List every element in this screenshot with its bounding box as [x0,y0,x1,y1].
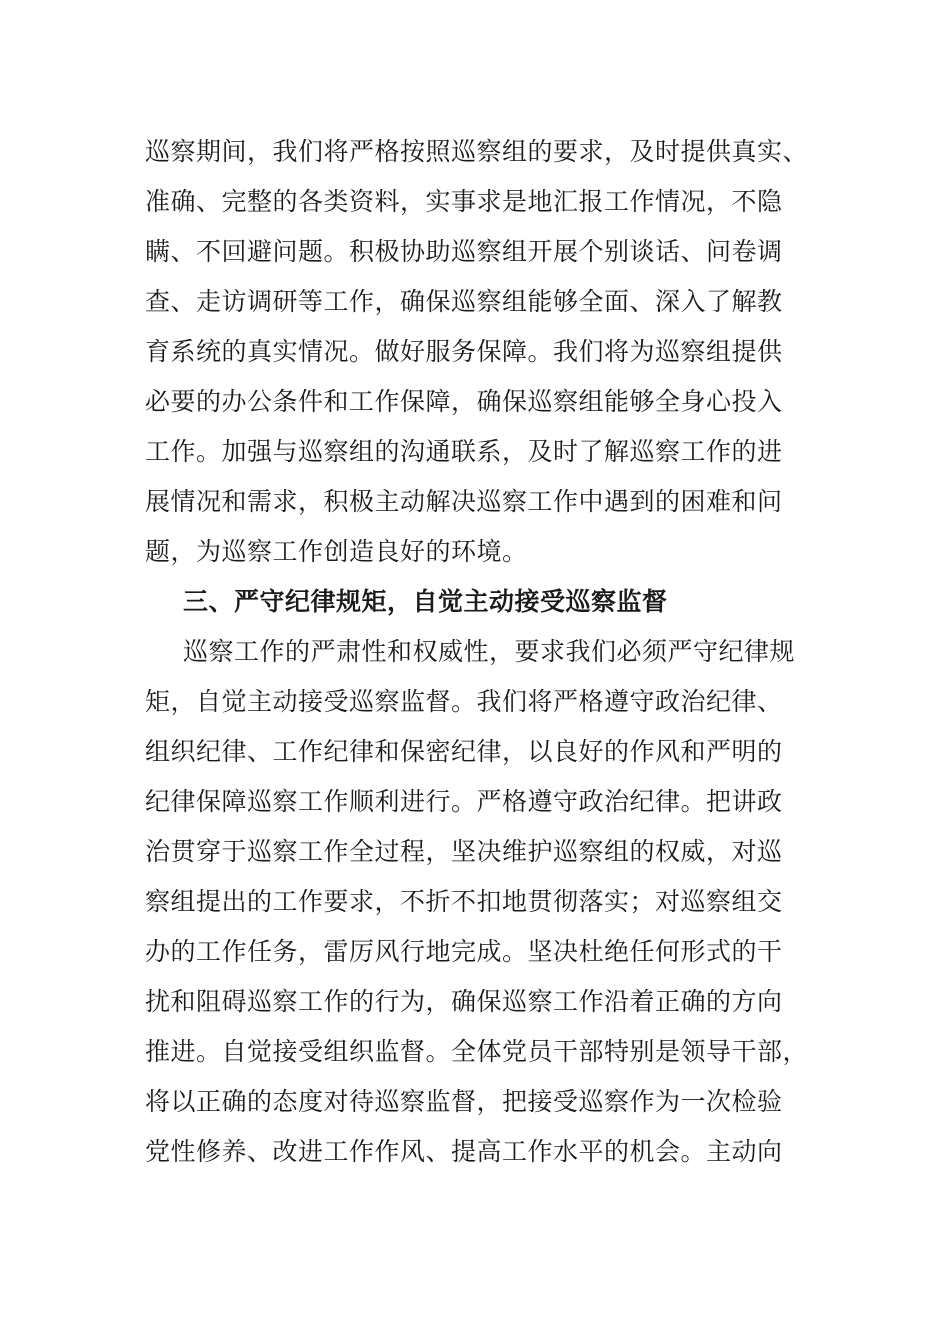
text-line: 题，为巡察工作创造良好的环境。 [145,537,528,566]
text-line: 推进。自觉接受组织监督。全体党员干部特别是领导干部， [145,1037,809,1066]
text-line: 展情况和需求，积极主动解决巡察工作中遇到的困难和问 [145,487,783,516]
text-line: 工作。加强与巡察组的沟通联系，及时了解巡察工作的进 [145,437,783,466]
text-line: 瞒、不回避问题。积极协助巡察组开展个别谈话、问卷调 [145,237,783,266]
document-body [145,127,810,1177]
text-line: 将以正确的态度对待巡察监督，把接受巡察作为一次检验 [145,1087,783,1116]
text-line: 扰和阻碍巡察工作的行为，确保巡察工作沿着正确的方向 [145,987,783,1016]
text-line: 巡察期间，我们将严格按照巡察组的要求，及时提供真实、 [145,137,809,166]
text-line: 查、走访调研等工作，确保巡察组能够全面、深入了解教 [145,287,783,316]
text-line: 组织纪律、工作纪律和保密纪律，以良好的作风和严明的 [145,737,783,766]
text-line: 治贯穿于巡察工作全过程，坚决维护巡察组的权威，对巡 [145,837,783,866]
text-line: 察组提出的工作要求，不折不扣地贯彻落实；对巡察组交 [145,887,783,916]
text-line: 党性修养、改进工作作风、提高工作水平的机会。主动向 [145,1137,783,1166]
text-line: 矩，自觉主动接受巡察监督。我们将严格遵守政治纪律、 [145,687,783,716]
text-line: 办的工作任务，雷厉风行地完成。坚决杜绝任何形式的干 [145,937,783,966]
text-line: 育系统的真实情况。做好服务保障。我们将为巡察组提供 [145,337,783,366]
section-heading: 三、严守纪律规矩，自觉主动接受巡察监督 [183,587,668,616]
text-line: 纪律保障巡察工作顺利进行。严格遵守政治纪律。把讲政 [145,787,783,816]
text-line: 巡察工作的严肃性和权威性，要求我们必须严守纪律规 [183,637,796,666]
text-line: 必要的办公条件和工作保障，确保巡察组能够全身心投入 [145,387,783,416]
text-line: 准确、完整的各类资料，实事求是地汇报工作情况，不隐 [145,187,783,216]
